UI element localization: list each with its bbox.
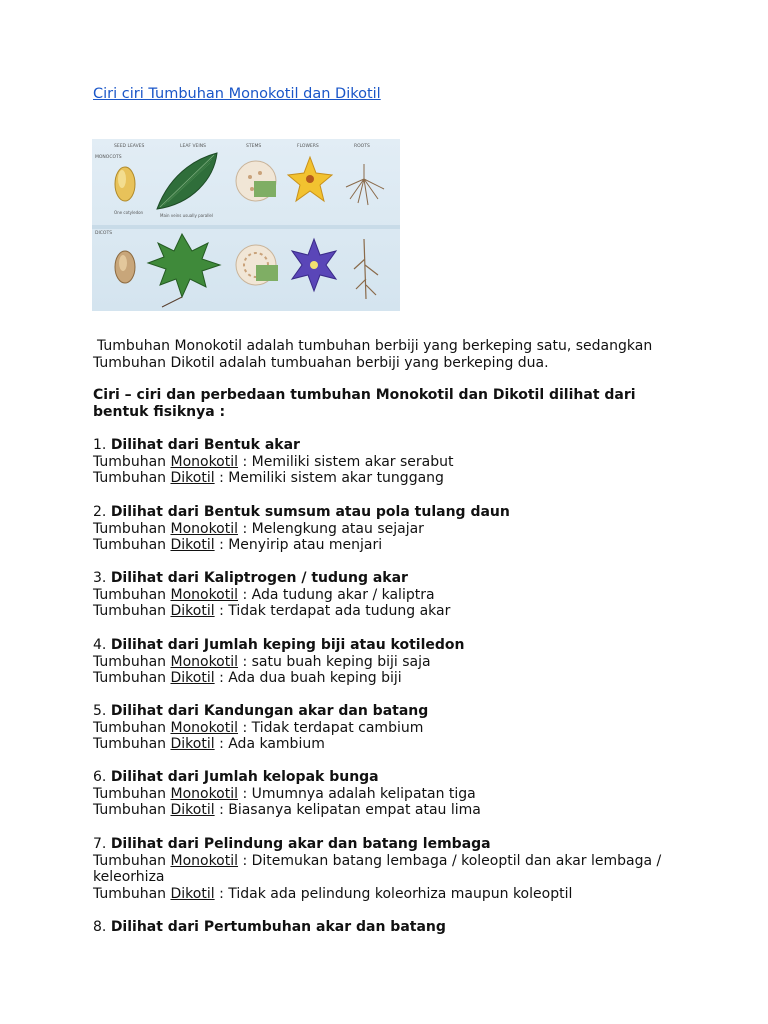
monokotil-link[interactable]: Monokotil bbox=[170, 586, 239, 603]
dicot-seed-illustration bbox=[115, 251, 135, 283]
dikotil-link[interactable]: Dikotil bbox=[170, 670, 215, 686]
item-title: Dilihat dari Kandungan akar dan batang bbox=[110, 703, 429, 719]
diagram-header-roots: ROOTS bbox=[354, 144, 370, 149]
dicot-roots-illustration bbox=[354, 239, 378, 299]
intro-line-2: Tumbuhan Dikotil adalah tumbuahan berbiji yang berkeping dua. bbox=[93, 354, 549, 371]
monocot-flower-illustration bbox=[288, 157, 332, 201]
monocot-seed-illustration bbox=[115, 167, 135, 201]
criteria-item-8: 8. Dilihat dari Pertumbuhan akar dan batang bbox=[93, 919, 446, 935]
monokotil-link[interactable]: Monokotil bbox=[170, 653, 239, 670]
criteria-item-2: 2. Dilihat dari Bentuk sumsum atau pola tulang daun Tumbuhan Monokotil : Melengkung atau sejajar Tumbuhan Dikotil : Menyirip atau menjari bbox=[93, 504, 510, 553]
item-title: Dilihat dari Bentuk sumsum atau pola tulang daun bbox=[110, 504, 510, 520]
criteria-item-3: 3. Dilihat dari Kaliptrogen / tudung akar Tumbuhan Monokotil : Ada tudung akar / kaliptra Tumbuhan Dikotil : Tidak terdapat ada tudung akar bbox=[93, 570, 451, 619]
section-heading-line-1: Ciri – ciri dan perbedaan tumbuhan Monokotil dan Dikotil dilihat dari bbox=[93, 387, 636, 403]
diagram-header-flowers: FLOWERS bbox=[297, 144, 319, 149]
dikotil-link[interactable]: Dikotil bbox=[170, 802, 215, 818]
monocot-roots-illustration bbox=[346, 164, 384, 205]
monocot-leaf-illustration bbox=[157, 153, 217, 209]
section-heading bbox=[93, 387, 636, 421]
intro-paragraph bbox=[93, 338, 652, 371]
monokotil-link[interactable]: Monokotil bbox=[170, 453, 239, 470]
dikotil-link[interactable]: Dikotil bbox=[170, 537, 215, 553]
criteria-item-5: 5. Dilihat dari Kandungan akar dan batang Tumbuhan Monokotil : Tidak terdapat cambium Tumbuhan Dikotil : Ada kambium bbox=[93, 703, 429, 752]
dikotil-link[interactable]: Dikotil bbox=[170, 470, 215, 486]
diagram-header-seed-leaves: SEED LEAVES bbox=[114, 144, 145, 149]
item-title: Dilihat dari Pelindung akar dan batang lembaga bbox=[110, 836, 491, 852]
diagram-header-leaf-veins: LEAF VEINS bbox=[180, 144, 206, 149]
section-heading-line-2: bentuk fisiknya : bbox=[93, 404, 226, 420]
item-title: Dilihat dari Bentuk akar bbox=[110, 437, 300, 453]
dikotil-link[interactable]: Dikotil bbox=[170, 736, 215, 752]
dicot-stem-illustration bbox=[236, 245, 278, 285]
item-title: Dilihat dari Kaliptrogen / tudung akar bbox=[110, 570, 408, 586]
criteria-item-4: 4. Dilihat dari Jumlah keping biji atau kotiledon Tumbuhan Monokotil : satu buah keping biji saja Tumbuhan Dikotil : Ada dua buah keping biji bbox=[93, 637, 465, 686]
monokotil-link[interactable]: Monokotil bbox=[170, 852, 239, 869]
intro-line-1: Tumbuhan Monokotil adalah tumbuhan berbiji yang berkeping satu, sedangkan bbox=[97, 338, 653, 354]
diagram-row-dicots: DICOTS bbox=[95, 231, 113, 236]
monocot-stem-illustration bbox=[236, 161, 276, 201]
item-number: 1. bbox=[93, 437, 107, 453]
criteria-item-1: 1. Dilihat dari Bentuk akar Tumbuhan Monokotil : Memiliki sistem akar serabut Tumbuhan Dikotil : Memiliki sistem akar tunggang bbox=[93, 437, 454, 486]
diagram-row-monocots: MONOCOTS bbox=[95, 155, 122, 160]
diagram-header-stems: STEMS bbox=[246, 144, 262, 149]
criteria-item-7: 7. Dilihat dari Pelindung akar dan batang lembaga Tumbuhan Monokotil : Ditemukan batang lembaga / koleoptil dan akar lembaga / keleorhiza Tumbuhan Dikotil : Tidak ada pelindung koleorhiza maupun koleoptil bbox=[93, 836, 662, 902]
page-title[interactable]: Ciri ciri Tumbuhan Monokotil dan Dikotil bbox=[93, 86, 381, 102]
monokotil-link[interactable]: Monokotil bbox=[170, 785, 239, 802]
monocot-dicot-diagram bbox=[92, 139, 400, 311]
criteria-item-6: 6. Dilihat dari Jumlah kelopak bunga Tumbuhan Monokotil : Umumnya adalah kelipatan tiga Tumbuhan Dikotil : Biasanya kelipatan empat atau lima bbox=[93, 769, 481, 818]
diagram-caption-mono-seed: One cotyledon bbox=[114, 210, 144, 215]
item-title: Dilihat dari Jumlah keping biji atau kotiledon bbox=[110, 637, 465, 653]
diagram-caption-mono-leaf: Main veins usually parallel bbox=[160, 213, 213, 218]
dicot-flower-illustration bbox=[292, 239, 336, 291]
item-title: Dilihat dari Jumlah kelopak bunga bbox=[110, 769, 379, 785]
dicot-leaf-illustration bbox=[148, 234, 220, 307]
monokotil-link[interactable]: Monokotil bbox=[170, 719, 239, 736]
dikotil-link[interactable]: Dikotil bbox=[170, 603, 215, 619]
dikotil-link[interactable]: Dikotil bbox=[170, 885, 215, 902]
monokotil-link[interactable]: Monokotil bbox=[170, 520, 239, 537]
item-title: Dilihat dari Pertumbuhan akar dan batang bbox=[110, 919, 446, 935]
